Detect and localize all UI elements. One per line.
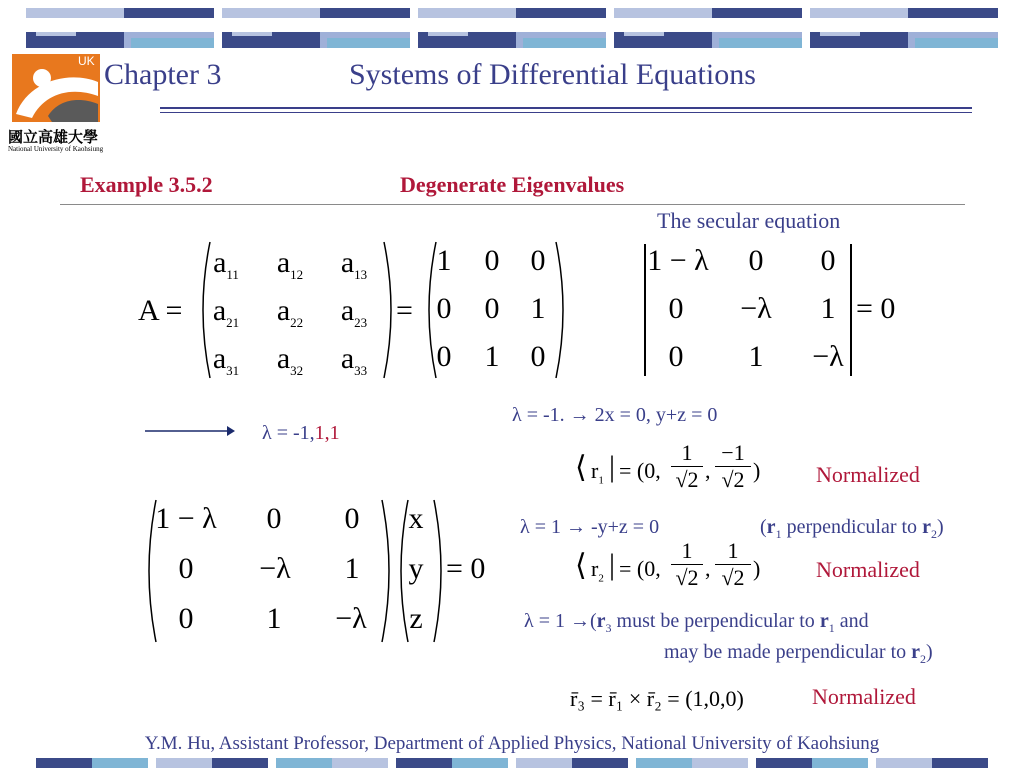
angle-bracket-left-icon: ⟨ <box>575 549 587 582</box>
eigenvalues-prefix: λ = -1, <box>262 422 315 444</box>
matrix-num-cell: 0 <box>436 292 452 325</box>
matrix-num-cell: 0 <box>484 292 500 325</box>
linear-system <box>140 498 500 646</box>
r1-close: ) <box>753 458 761 483</box>
fraction-1 <box>671 538 703 591</box>
fraction-numerator: 1 <box>727 538 739 563</box>
fraction-2 <box>715 538 751 591</box>
det-cell: −λ <box>740 292 772 325</box>
det-cell: 1 <box>748 340 764 373</box>
r3-equation: r̄₃ = r̄₁ × r̄₂ = (1,0,0) <box>570 686 744 711</box>
right-paren-icon <box>552 240 572 380</box>
matrix-num-cell: 0 <box>530 244 546 277</box>
matrix-a-cell: $a_{11}$ <box>213 246 239 282</box>
header-banner-block <box>222 8 410 48</box>
right-arrow-icon <box>145 424 235 438</box>
matrix-num-cell: 1 <box>436 244 452 277</box>
chapter-label: Chapter 3 <box>104 58 222 91</box>
normalized-label-2: Normalized <box>816 557 920 582</box>
header-banner-block <box>26 8 214 48</box>
det-cell: −λ <box>812 340 844 373</box>
det-bar-right <box>850 244 852 376</box>
fraction-denominator: √2 <box>715 564 751 591</box>
system-var: x <box>408 502 424 535</box>
det-cell: 0 <box>668 292 684 325</box>
matrix-a-cell: $a_{13}$ <box>340 246 368 282</box>
fraction-numerator: 1 <box>681 538 693 563</box>
secular-equation-label: The secular equation <box>657 208 841 233</box>
r1-vector <box>575 440 775 504</box>
r2-vector <box>575 538 775 602</box>
matrix-a-cell: $a_{23}$ <box>340 294 368 330</box>
system-cell: −λ <box>335 602 367 635</box>
title-divider-thin <box>160 112 972 113</box>
matrix-num-cell: 0 <box>484 244 500 277</box>
system-cell: 0 <box>266 502 282 535</box>
det-cell: 1 <box>820 292 836 325</box>
footer-decoration <box>36 758 996 768</box>
matrix-num-cell: 1 <box>484 340 500 373</box>
matrix-a-cell: $a_{32}$ <box>276 342 304 378</box>
matrix-num-cell: 0 <box>530 340 546 373</box>
section-separator <box>60 204 965 205</box>
vector-r-symbol: r <box>591 556 599 581</box>
matrix-a-equals: = <box>396 294 413 327</box>
logo-uk-text: UK <box>78 54 95 68</box>
eigenvalues-line <box>262 422 340 445</box>
matrix-num-cell: 1 <box>530 292 546 325</box>
fraction-1 <box>671 440 703 493</box>
system-var: z <box>409 602 423 635</box>
system-cell: 1 <box>344 552 360 585</box>
footer-credit: Y.M. Hu, Assistant Professor, Department of Applied Physics, National University of Kaohsiung <box>144 733 880 754</box>
matrix-a-cell: $a_{21}$ <box>212 294 240 330</box>
comma: , <box>705 556 711 581</box>
r1-rhs-prefix: = (0, <box>619 458 661 483</box>
det-rhs: = 0 <box>856 292 896 325</box>
system-cell: 0 <box>178 552 194 585</box>
fraction-2 <box>715 440 751 493</box>
page-title: Systems of Differential Equations <box>349 58 756 91</box>
header-banner-block <box>614 8 802 48</box>
fraction-numerator: 1 <box>681 440 693 465</box>
vector-subscript: 1 <box>598 474 604 487</box>
comma: , <box>705 458 711 483</box>
university-name-en: National University of Kaohsiung <box>8 145 104 153</box>
fraction-denominator: √2 <box>671 466 703 493</box>
normalized-label-1: Normalized <box>816 462 920 487</box>
matrix-a-equation <box>130 240 570 385</box>
abs-bar: | <box>609 548 616 581</box>
case2-note: ($r_1$ perpendicular to $r_2$) <box>760 516 944 541</box>
university-name-cn: 國立高雄大學 <box>8 128 99 146</box>
case3-line2: may be made perpendicular to $r_2$) <box>664 641 933 666</box>
matrix-a-cell: $a_{22}$ <box>276 294 304 330</box>
matrix-num-cell: 0 <box>436 340 452 373</box>
example-number: Example 3.5.2 <box>80 172 213 197</box>
det-cell: 0 <box>820 244 836 277</box>
system-cell: 1 − λ <box>155 502 217 535</box>
header-banner-block <box>810 8 998 48</box>
det-cell: 0 <box>748 244 764 277</box>
fraction-numerator: −1 <box>721 440 745 465</box>
eigenvalues-degenerate: 1,1 <box>314 422 340 444</box>
system-cell: 0 <box>178 602 194 635</box>
case1-text: λ = -1. → 2x = 0, y+z = 0 <box>512 404 718 426</box>
fraction-denominator: √2 <box>715 466 751 493</box>
matrix-a-cell: $a_{31}$ <box>212 342 240 378</box>
system-rhs: = 0 <box>446 552 486 585</box>
vector-r-symbol: r <box>591 458 599 483</box>
system-cell: 0 <box>344 502 360 535</box>
fraction-denominator: √2 <box>671 564 703 591</box>
university-logo <box>8 52 104 156</box>
det-cell: 0 <box>668 340 684 373</box>
secular-determinant <box>640 240 910 380</box>
system-cell: 1 <box>266 602 282 635</box>
header-banner-block <box>418 8 606 48</box>
matrix-a-lhs: A = <box>138 294 183 327</box>
r2-rhs-prefix: = (0, <box>619 556 661 581</box>
vector-subscript: 2 <box>598 572 604 585</box>
abs-bar: | <box>609 450 616 483</box>
title-divider <box>160 107 972 109</box>
matrix-a-cell: $a_{12}$ <box>276 246 304 282</box>
system-var: y <box>408 552 424 585</box>
matrix-a-cell: $a_{33}$ <box>340 342 368 378</box>
case2-text: λ = 1 → -y+z = 0 <box>520 516 660 538</box>
angle-bracket-left-icon: ⟨ <box>575 451 587 484</box>
example-title: Degenerate Eigenvalues <box>400 172 625 197</box>
normalized-label-3: Normalized <box>812 684 916 709</box>
r2-close: ) <box>753 556 761 581</box>
system-cell: −λ <box>259 552 291 585</box>
det-cell: 1 − λ <box>647 244 709 277</box>
case3-line1: $\lambda = 1 \to(r_3$ must be perpendicular to $r_1$ and <box>524 610 869 635</box>
